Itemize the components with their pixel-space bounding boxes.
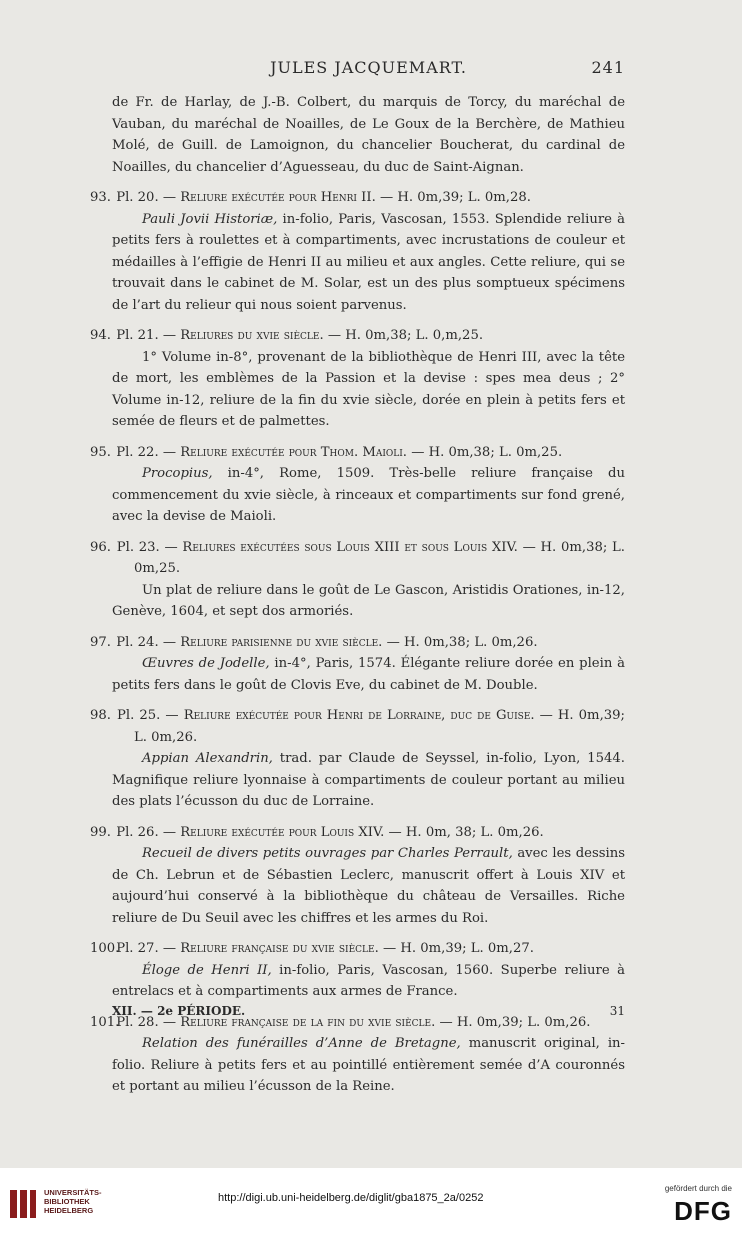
- catalog-entry: [90, 537, 625, 623]
- entry-description: 1° Volume in-8°, provenant de la bibliothèque de Henri III, avec la tête de mort, les emblèmes de la Passion et la devise : spes mea deus ; 2° Volume in-12, reliure de la fin du xvie siècle, dorée en plein à petits fers et semée de fleurs et de palmettes.: [112, 349, 625, 429]
- entry-dimensions: — H. 0m,39; L. 0m,26.: [134, 708, 625, 745]
- entry-heading: [90, 187, 625, 209]
- entry-heading: [90, 705, 625, 748]
- entry-description: Procopius, in-4°, Rome, 1509. Très-belle reliure française du commencement du xvie siècle, à rinceaux et compartiments sur fond grené, avec la devise de Maioli.: [112, 466, 625, 524]
- permalink-url[interactable]: http://digi.ub.uni-heidelberg.de/diglit/gba1875_2a/0252: [218, 1192, 484, 1204]
- catalog-entry: [90, 325, 625, 433]
- entry-description: Un plat de reliure dans le goût de Le Gascon, Aristidis Orationes, in-12, Genève, 1604, et sept dos armoriés.: [112, 582, 625, 619]
- book-title: Œuvres de Jodelle,: [142, 656, 270, 671]
- entry-plate: Pl. 21. —: [112, 328, 181, 343]
- entry-title: Reliure exécutée pour Henri II.: [180, 190, 376, 205]
- entry-plate: Pl. 28. —: [112, 1014, 181, 1030]
- catalog-entry: [90, 632, 625, 697]
- footer-sheet-number: 31: [609, 1004, 625, 1018]
- entry-number: 101.: [90, 1014, 120, 1030]
- entry-dimensions: — H. 0m,39; L. 0m,26.: [435, 1014, 591, 1030]
- entry-plate: Pl. 20. —: [112, 190, 181, 205]
- entry-heading: [90, 632, 625, 654]
- entry-description: Appian Alexandrin, trad. par Claude de Seyssel, in-folio, Lyon, 1544. Magnifique reliure lyonnaise à compartiments de couleur portant au milieu des plats l’écusson du duc de Lorraine.: [112, 751, 625, 809]
- intro-paragraph: de Fr. de Harlay, de J.-B. Colbert, du marquis de Torcy, du maréchal de Vauban, du maréchal de Noailles, de Le Goux de la Berchère, de Mathieu Molé, de Guill. de Lamoignon, du chancelier Boucherat, du cardinal de Noailles, du chancelier d’Aguesseau, du duc de Saint-Aignan.: [112, 95, 625, 175]
- book-title: Recueil de divers petits ouvrages par Charles Perrault,: [142, 846, 513, 861]
- university-library-logo-icon: [8, 1186, 38, 1222]
- institution-name: UNIVERSITÄTS- BIBLIOTHEK HEIDELBERG: [44, 1188, 102, 1215]
- catalog-entry: [90, 822, 625, 930]
- book-title: Éloge de Henri II,: [142, 962, 272, 978]
- entry-plate: Pl. 24. —: [112, 634, 181, 650]
- viewer-footer-bar: [0, 1168, 742, 1233]
- entry-dimensions: — H. 0m,38; L. 0,m,25.: [323, 328, 484, 343]
- entry-title: Reliure française du xvie siècle.: [180, 941, 379, 956]
- footer-signature: XII. — 2e PÉRIODE.: [112, 1004, 246, 1018]
- entry-title: Reliure exécutée pour Thom. Maioli.: [180, 444, 407, 460]
- entry-number: 100.: [90, 941, 120, 956]
- book-title: Appian Alexandrin,: [142, 751, 273, 766]
- funder-caption: gefördert durch die: [664, 1184, 732, 1193]
- entry-plate: Pl. 23. —: [112, 539, 183, 555]
- catalog-entry: [90, 187, 626, 316]
- entry-title: Reliure exécutée pour Henri de Lorraine, duc de Guise.: [183, 708, 535, 723]
- entry-dimensions: — H. 0m,38; L. 0m,25.: [407, 444, 563, 460]
- book-title: Relation des funérailles d’Anne de Bretagne,: [142, 1036, 461, 1051]
- entry-plate: Pl. 22. —: [112, 444, 181, 460]
- entry-number: 99.: [90, 824, 111, 840]
- book-title: Procopius,: [142, 466, 213, 481]
- entry-dimensions: — H. 0m,38; L. 0m,26.: [382, 634, 538, 650]
- entry-heading: [90, 442, 625, 464]
- page-footer: [112, 1004, 625, 1028]
- entry-heading: [90, 325, 625, 347]
- body-text: [90, 92, 626, 1098]
- entry-number: 93.: [90, 190, 111, 205]
- entry-heading: [90, 938, 625, 960]
- entry-dimensions: — H. 0m,38; L. 0m,25.: [134, 539, 625, 576]
- entry-plate: Pl. 25. —: [112, 708, 184, 723]
- catalog-entry: [90, 442, 625, 528]
- catalog-entry: [90, 705, 625, 813]
- entry-number: 98.: [90, 708, 111, 723]
- running-title: JULES JACQUEMART.: [270, 58, 467, 77]
- page-number: 241: [591, 58, 625, 77]
- entry-list: [90, 187, 626, 1098]
- entry-number: 95.: [90, 444, 111, 460]
- entry-title: Reliure exécutée pour Louis XIV.: [180, 824, 385, 840]
- entry-dimensions: — H. 0m,39; L. 0m,27.: [378, 941, 534, 956]
- entry-title: Reliures exécutées sous Louis XIII et sous Louis XIV.: [182, 539, 518, 555]
- entry-description: Œuvres de Jodelle, in-4°, Paris, 1574. Élégante reliure dorée en plein à petits fers dans le goût de Clovis Eve, du cabinet de M. Double.: [112, 656, 625, 693]
- entry-title: Reliures du xvie siècle.: [180, 328, 324, 343]
- entry-description: Pauli Jovii Historiæ, in-folio, Paris, Vascosan, 1553. Splendide reliure à petits fers à roulettes et à compartiments, avec incrustations de couleur et médailles à l’effigie de Henri II au milieu et aux angles. Cette reliure, qui se trouvait dans le cabinet de M. Solar, est un des plus somptueux spécimens de l’art du relieur qui nous soient parvenus.: [112, 211, 626, 313]
- entry-title: Reliure française de la fin du xvie siècle.: [180, 1014, 436, 1030]
- entry-heading: [90, 822, 625, 844]
- entry-dimensions: — H. 0m,39; L. 0m,28.: [375, 190, 531, 205]
- entry-number: 94.: [90, 328, 111, 343]
- entry-description: Relation des funérailles d’Anne de Bretagne, manuscrit original, in-folio. Reliure à petits fers et au pointillé entièrement semée d’A couronnés et portant au milieu l’écusson de la Reine.: [112, 1036, 625, 1094]
- entry-plate: Pl. 27. —: [112, 941, 181, 956]
- entry-title: Reliure parisienne du xvie siècle.: [180, 634, 383, 650]
- entry-dimensions: — H. 0m, 38; L. 0m,26.: [384, 824, 544, 840]
- running-header: [112, 58, 625, 84]
- entry-description: Recueil de divers petits ouvrages par Charles Perrault, avec les dessins de Ch. Lebrun et de Sébastien Leclerc, manuscrit offert à Louis XIV et aujourd’hui conservé à la bibliothèque du château de Versailles. Riche reliure de Du Seuil avec les chiffres et les armes du Roi.: [112, 846, 625, 926]
- entry-number: 97.: [90, 634, 111, 650]
- entry-description: Éloge de Henri II, in-folio, Paris, Vascosan, 1560. Superbe reliure à entrelacs et à compartiments aux armes de France.: [112, 962, 625, 999]
- dfg-logo: DFG: [674, 1196, 732, 1226]
- book-title: Pauli Jovii Historiæ,: [142, 211, 278, 227]
- entry-plate: Pl. 26. —: [112, 824, 181, 840]
- entry-number: 96.: [90, 539, 111, 555]
- catalog-entry: [90, 938, 625, 1003]
- entry-heading: [90, 537, 625, 580]
